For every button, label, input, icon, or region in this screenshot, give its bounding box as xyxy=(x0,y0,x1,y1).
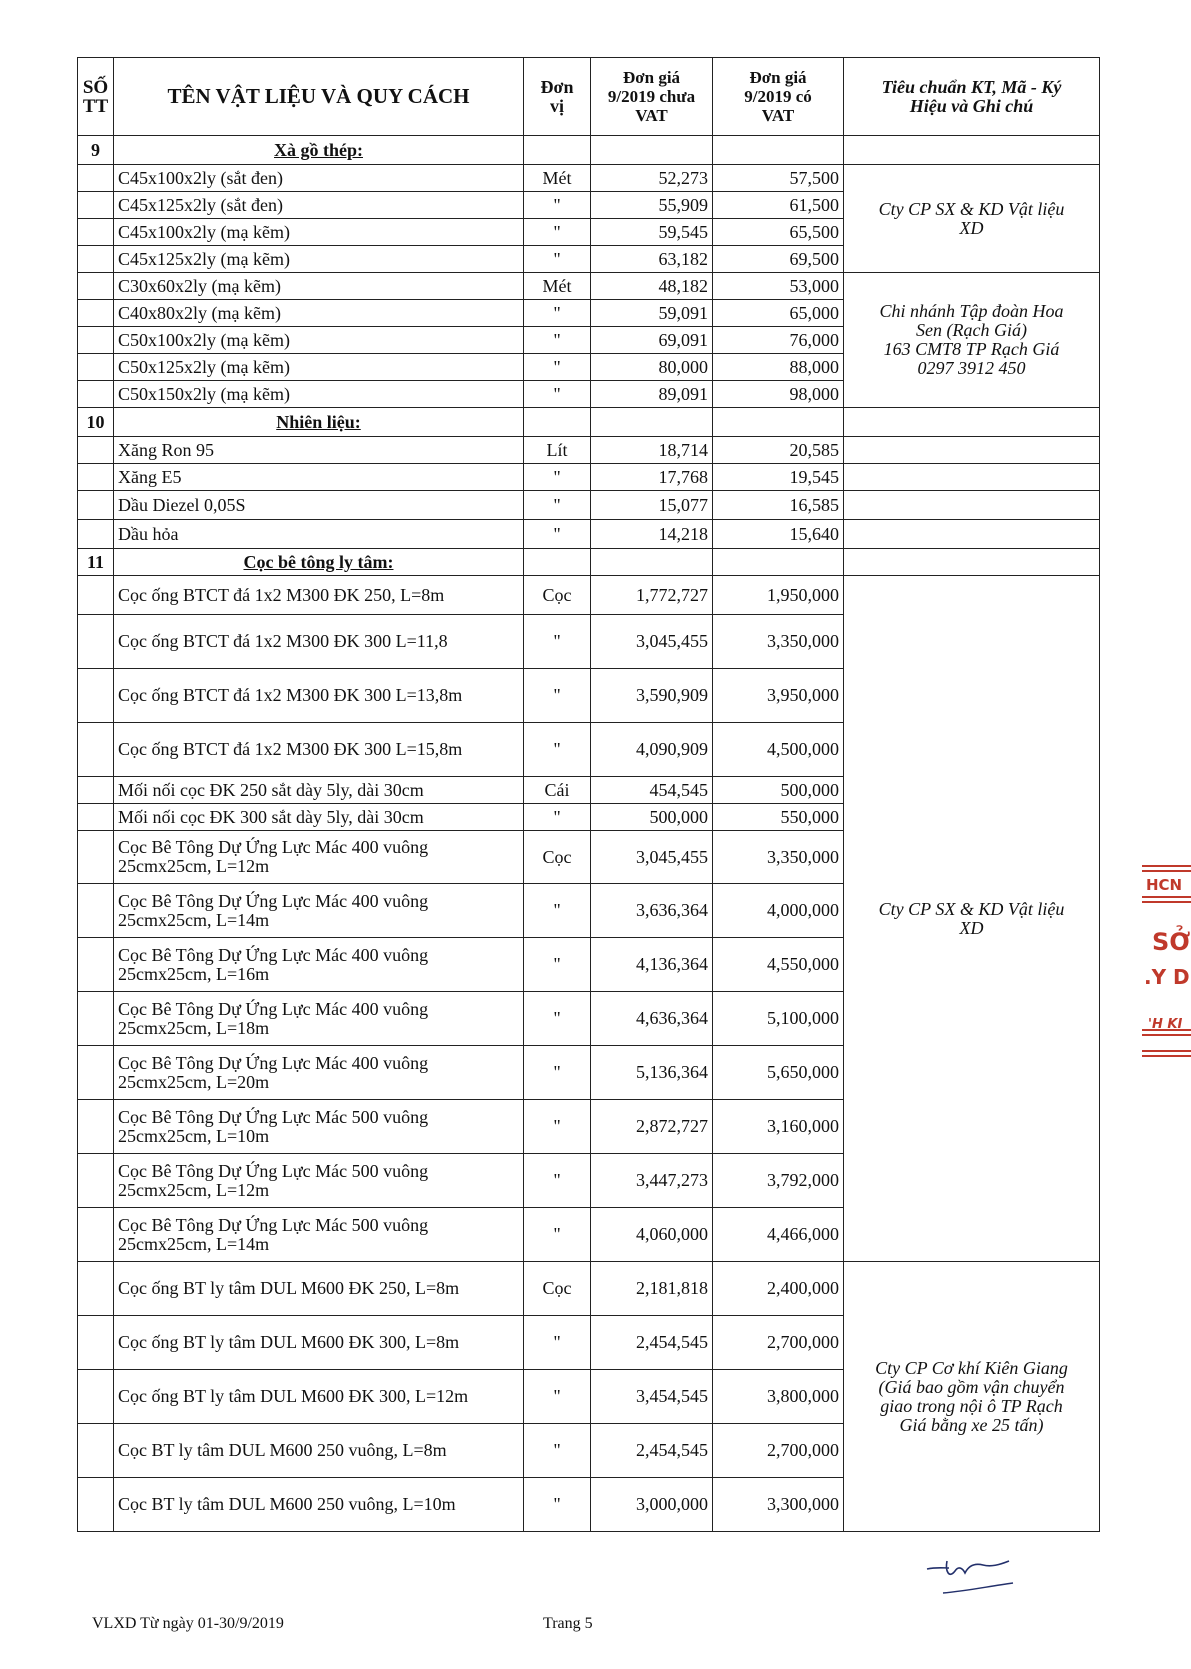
price-vat: 65,000 xyxy=(713,300,844,327)
item-unit: " xyxy=(524,804,591,831)
section-row xyxy=(78,136,1100,165)
item-unit: " xyxy=(524,491,591,520)
item-name: Cọc Bê Tông Dự Ứng Lực Mác 500 vuông 25cmx25cm, L=10m xyxy=(114,1100,524,1154)
item-unit: " xyxy=(524,1370,591,1424)
header-name: TÊN VẬT LIỆU VÀ QUY CÁCH xyxy=(114,58,524,136)
table-row xyxy=(78,464,1100,491)
table-row xyxy=(78,273,1100,300)
item-name: Cọc ống BT ly tâm DUL M600 ĐK 250, L=8m xyxy=(114,1262,524,1316)
item-unit: " xyxy=(524,354,591,381)
item-name: C45x100x2ly (mạ kẽm) xyxy=(114,219,524,246)
section-title: Xà gồ thép: xyxy=(114,136,524,165)
price-vat: 2,700,000 xyxy=(713,1316,844,1370)
item-name: C45x125x2ly (sắt đen) xyxy=(114,192,524,219)
price-vat: 57,500 xyxy=(713,165,844,192)
price-novat: 2,454,545 xyxy=(591,1316,713,1370)
item-name: Cọc Bê Tông Dự Ứng Lực Mác 400 vuông 25cmx25cm, L=12m xyxy=(114,831,524,884)
price-novat: 63,182 xyxy=(591,246,713,273)
svg-text:HCN: HCN xyxy=(1146,876,1183,894)
section-title: Cọc bê tông ly tâm: xyxy=(114,549,524,576)
item-name: Cọc Bê Tông Dự Ứng Lực Mác 500 vuông 25cmx25cm, L=12m xyxy=(114,1154,524,1208)
price-vat: 19,545 xyxy=(713,464,844,491)
price-novat: 5,136,364 xyxy=(591,1046,713,1100)
price-vat: 69,500 xyxy=(713,246,844,273)
item-name: Cọc ống BTCT đá 1x2 M300 ĐK 300 L=11,8 xyxy=(114,615,524,669)
price-vat: 4,000,000 xyxy=(713,884,844,938)
page-number: Trang 5 xyxy=(543,1615,593,1632)
price-vat: 2,400,000 xyxy=(713,1262,844,1316)
item-unit: Mét xyxy=(524,165,591,192)
item-name: Cọc Bê Tông Dự Ứng Lực Mác 400 vuông 25cmx25cm, L=18m xyxy=(114,992,524,1046)
price-vat: 1,950,000 xyxy=(713,576,844,615)
price-novat: 3,590,909 xyxy=(591,669,713,723)
price-vat: 3,792,000 xyxy=(713,1154,844,1208)
price-novat: 454,545 xyxy=(591,777,713,804)
item-unit: " xyxy=(524,669,591,723)
item-name: Mối nối cọc ĐK 250 sắt dày 5ly, dài 30cm xyxy=(114,777,524,804)
price-novat: 2,181,818 xyxy=(591,1262,713,1316)
section-title: Nhiên liệu: xyxy=(114,408,524,437)
price-novat: 59,091 xyxy=(591,300,713,327)
price-vat: 3,800,000 xyxy=(713,1370,844,1424)
header-row xyxy=(78,58,1100,136)
table-row xyxy=(78,165,1100,192)
item-unit: " xyxy=(524,938,591,992)
item-unit: " xyxy=(524,192,591,219)
price-novat: 3,045,455 xyxy=(591,615,713,669)
item-unit: " xyxy=(524,992,591,1046)
svg-text:'H KI: 'H KI xyxy=(1148,1017,1183,1032)
header-unit: Đơn vị xyxy=(524,58,591,136)
signature-icon xyxy=(925,1553,1015,1603)
price-novat: 69,091 xyxy=(591,327,713,354)
item-unit: " xyxy=(524,300,591,327)
item-unit: Lít xyxy=(524,437,591,464)
price-vat: 2,700,000 xyxy=(713,1424,844,1478)
section-no: 10 xyxy=(78,408,114,437)
price-vat: 550,000 xyxy=(713,804,844,831)
item-name: C45x125x2ly (mạ kẽm) xyxy=(114,246,524,273)
price-novat: 3,045,455 xyxy=(591,831,713,884)
item-name: C50x125x2ly (mạ kẽm) xyxy=(114,354,524,381)
section-no: 11 xyxy=(78,549,114,576)
section-no: 9 xyxy=(78,136,114,165)
item-name: Cọc Bê Tông Dự Ứng Lực Mác 500 vuông 25cmx25cm, L=14m xyxy=(114,1208,524,1262)
price-novat: 4,090,909 xyxy=(591,723,713,777)
svg-text:SỞ: SỞ xyxy=(1152,928,1191,956)
item-unit: " xyxy=(524,1316,591,1370)
table-row xyxy=(78,1262,1100,1316)
price-novat: 500,000 xyxy=(591,804,713,831)
section-row xyxy=(78,408,1100,437)
item-name: Cọc Bê Tông Dự Ứng Lực Mác 400 vuông 25cmx25cm, L=14m xyxy=(114,884,524,938)
price-novat: 48,182 xyxy=(591,273,713,300)
item-unit: " xyxy=(524,464,591,491)
item-name: Cọc Bê Tông Dự Ứng Lực Mác 400 vuông 25cmx25cm, L=16m xyxy=(114,938,524,992)
price-vat: 61,500 xyxy=(713,192,844,219)
item-name: Cọc BT ly tâm DUL M600 250 vuông, L=8m xyxy=(114,1424,524,1478)
price-vat: 3,350,000 xyxy=(713,831,844,884)
item-name: Cọc ống BTCT đá 1x2 M300 ĐK 300 L=13,8m xyxy=(114,669,524,723)
price-novat: 18,714 xyxy=(591,437,713,464)
section-row xyxy=(78,549,1100,576)
price-vat: 4,466,000 xyxy=(713,1208,844,1262)
price-novat: 15,077 xyxy=(591,491,713,520)
price-vat: 15,640 xyxy=(713,520,844,549)
price-novat: 3,636,364 xyxy=(591,884,713,938)
price-vat: 3,350,000 xyxy=(713,615,844,669)
item-unit: Cái xyxy=(524,777,591,804)
header-price-vat: Đơn giá 9/2019 có VAT xyxy=(713,58,844,136)
price-novat: 4,636,364 xyxy=(591,992,713,1046)
price-vat: 98,000 xyxy=(713,381,844,408)
item-unit: " xyxy=(524,327,591,354)
table-row xyxy=(78,520,1100,549)
supplier-note: Chi nhánh Tập đoàn Hoa Sen (Rạch Giá) 163 CMT8 TP Rạch Giá 0297 3912 450 xyxy=(844,273,1100,408)
item-name: C40x80x2ly (mạ kẽm) xyxy=(114,300,524,327)
price-novat: 52,273 xyxy=(591,165,713,192)
item-name: Cọc Bê Tông Dự Ứng Lực Mác 400 vuông 25cmx25cm, L=20m xyxy=(114,1046,524,1100)
price-novat: 4,136,364 xyxy=(591,938,713,992)
item-name: Mối nối cọc ĐK 300 sắt dày 5ly, dài 30cm xyxy=(114,804,524,831)
price-vat: 3,160,000 xyxy=(713,1100,844,1154)
item-name: C50x100x2ly (mạ kẽm) xyxy=(114,327,524,354)
item-unit: " xyxy=(524,1424,591,1478)
item-name: Cọc BT ly tâm DUL M600 250 vuông, L=10m xyxy=(114,1478,524,1532)
price-vat: 16,585 xyxy=(713,491,844,520)
stamp-icon xyxy=(1138,860,1191,1060)
item-unit: " xyxy=(524,1046,591,1100)
item-name: Cọc ống BT ly tâm DUL M600 ĐK 300, L=12m xyxy=(114,1370,524,1424)
supplier-note: Cty CP Cơ khí Kiên Giang (Giá bao gồm vận chuyển giao trong nội ô TP Rạch Giá bằng xe 25 tấn) xyxy=(844,1262,1100,1532)
supplier-note: Cty CP SX & KD Vật liệu XD xyxy=(844,576,1100,1262)
price-novat: 3,454,545 xyxy=(591,1370,713,1424)
item-name: C50x150x2ly (mạ kẽm) xyxy=(114,381,524,408)
item-name: Dầu Diezel 0,05S xyxy=(114,491,524,520)
item-unit: " xyxy=(524,723,591,777)
header-note: Tiêu chuẩn KT, Mã - Ký Hiệu và Ghi chú xyxy=(844,58,1100,136)
price-vat: 5,100,000 xyxy=(713,992,844,1046)
price-novat: 2,454,545 xyxy=(591,1424,713,1478)
item-unit: " xyxy=(524,1208,591,1262)
price-table xyxy=(77,57,1100,1532)
header-no: SỐ TT xyxy=(78,58,114,136)
item-unit: " xyxy=(524,520,591,549)
item-name: Cọc ống BTCT đá 1x2 M300 ĐK 300 L=15,8m xyxy=(114,723,524,777)
price-novat: 59,545 xyxy=(591,219,713,246)
price-novat: 80,000 xyxy=(591,354,713,381)
item-unit: " xyxy=(524,219,591,246)
price-novat: 14,218 xyxy=(591,520,713,549)
price-vat: 4,500,000 xyxy=(713,723,844,777)
item-unit: " xyxy=(524,1100,591,1154)
item-name: Xăng E5 xyxy=(114,464,524,491)
price-novat: 3,000,000 xyxy=(591,1478,713,1532)
price-vat: 3,300,000 xyxy=(713,1478,844,1532)
item-unit: " xyxy=(524,884,591,938)
price-novat: 4,060,000 xyxy=(591,1208,713,1262)
price-vat: 53,000 xyxy=(713,273,844,300)
price-novat: 89,091 xyxy=(591,381,713,408)
item-unit: Cọc xyxy=(524,1262,591,1316)
price-vat: 4,550,000 xyxy=(713,938,844,992)
item-unit: " xyxy=(524,615,591,669)
price-novat: 1,772,727 xyxy=(591,576,713,615)
item-unit: " xyxy=(524,1478,591,1532)
item-unit: Cọc xyxy=(524,576,591,615)
item-name: Xăng Ron 95 xyxy=(114,437,524,464)
item-name: C45x100x2ly (sắt đen) xyxy=(114,165,524,192)
footer-date-range: VLXD Từ ngày 01-30/9/2019 xyxy=(92,1615,284,1632)
item-unit: " xyxy=(524,1154,591,1208)
price-novat: 17,768 xyxy=(591,464,713,491)
svg-text:.Y D: .Y D xyxy=(1144,965,1190,989)
item-name: Cọc ống BT ly tâm DUL M600 ĐK 300, L=8m xyxy=(114,1316,524,1370)
price-vat: 20,585 xyxy=(713,437,844,464)
price-vat: 76,000 xyxy=(713,327,844,354)
price-vat: 5,650,000 xyxy=(713,1046,844,1100)
item-name: C30x60x2ly (mạ kẽm) xyxy=(114,273,524,300)
price-vat: 88,000 xyxy=(713,354,844,381)
price-vat: 65,500 xyxy=(713,219,844,246)
item-name: Cọc ống BTCT đá 1x2 M300 ĐK 250, L=8m xyxy=(114,576,524,615)
item-unit: " xyxy=(524,246,591,273)
price-novat: 2,872,727 xyxy=(591,1100,713,1154)
price-vat: 500,000 xyxy=(713,777,844,804)
item-unit: " xyxy=(524,381,591,408)
price-vat: 3,950,000 xyxy=(713,669,844,723)
item-name: Dầu hỏa xyxy=(114,520,524,549)
header-price-novat: Đơn giá 9/2019 chưa VAT xyxy=(591,58,713,136)
supplier-note: Cty CP SX & KD Vật liệu XD xyxy=(844,165,1100,273)
price-novat: 55,909 xyxy=(591,192,713,219)
item-unit: Mét xyxy=(524,273,591,300)
table-row xyxy=(78,576,1100,615)
item-unit: Cọc xyxy=(524,831,591,884)
table-row xyxy=(78,437,1100,464)
price-novat: 3,447,273 xyxy=(591,1154,713,1208)
table-row xyxy=(78,491,1100,520)
